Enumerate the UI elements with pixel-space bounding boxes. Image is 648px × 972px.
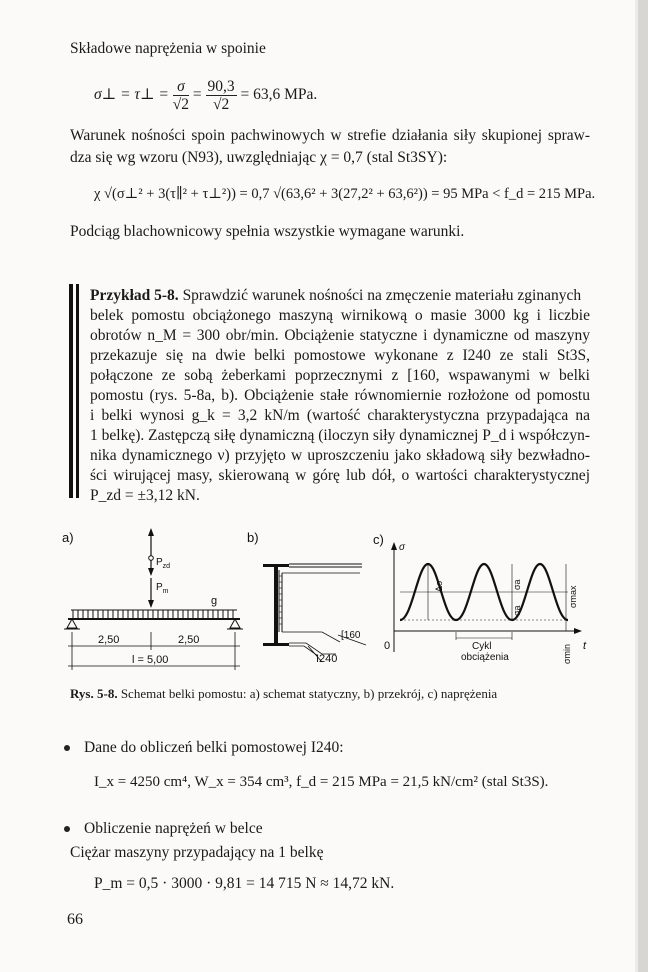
pm-arrow-head [148, 600, 154, 608]
sigma-min-label: σmin [562, 643, 572, 664]
bullet-2-text: Obliczenie naprężeń w belce [84, 820, 263, 837]
pm-sub: m [162, 588, 169, 595]
i240-label: I240 [316, 653, 338, 665]
example-line-8: 1 belkę). Zastępczą siłę dynamiczną (iloczyn siły dynamicznej P_d i współczyn- [90, 427, 590, 444]
t-axis-arrow [574, 628, 582, 634]
equation-weld-check: χ √(σ⊥² + 3(τ∥² + τ⊥²)) = 0,7 √(63,6² + 3(27,2² + 63,6²)) = 95 MPa < f_d = 215 MPa. [94, 186, 596, 202]
bullet-1-values: I_x = 4250 cm⁴, W_x = 354 cm³, f_d = 215 MPa = 21,5 kN/cm² (stal St3S). [94, 774, 549, 790]
t-axis-label: t [583, 640, 587, 652]
conclusion-text: Podciąg blachownicowy spełnia wszystkie wymagane warunki. [70, 223, 465, 240]
bullet-dot-1 [64, 745, 70, 751]
eq1-den1: √2 [172, 96, 190, 113]
eq1-result: = 63,6 MPa. [240, 86, 318, 104]
label-b: b) [247, 530, 259, 545]
bullet-1-text: Dane do obliczeń belki pomostowej I240: [84, 739, 344, 756]
pm-label [156, 582, 169, 595]
pzd-arrow-down [148, 568, 154, 576]
page-edge-shadow [635, 0, 638, 972]
eq1-lhs: σ⊥ = τ⊥ = [94, 86, 169, 104]
cross-section [263, 564, 366, 662]
dim-label-2: 2,50 [178, 634, 200, 646]
example-marker-bar-2 [76, 284, 79, 498]
page-number: 66 [67, 911, 83, 928]
intro-text: Składowe naprężenia w spoinie [70, 40, 266, 57]
pzd-arrow-up [148, 528, 154, 536]
distributed-load [73, 610, 233, 618]
bullet-2-equation: P_m = 0,5 · 3000 · 9,81 = 14 715 N ≈ 14,72 kN. [94, 875, 395, 892]
pzd-sub: zd [162, 563, 171, 570]
label-a: a) [62, 530, 74, 545]
c160-label: [160 [341, 630, 361, 641]
example-line-1 [90, 286, 590, 306]
sigma-a2-label: σa [512, 605, 522, 616]
cycle-label: Cykl [472, 641, 492, 652]
pzd-node [149, 556, 154, 561]
pm-letter: P [156, 582, 163, 593]
figure-caption [70, 686, 497, 702]
dim-label-1: 2,50 [98, 634, 120, 646]
example-line-1-text: Sprawdzić warunek nośności na zmęczenie materiału zginanych [182, 287, 582, 304]
example-line-9: nika dynamicznego ν) przyjęto w uproszczeniu jako składową siły bezwładno- [90, 447, 590, 464]
eq1-fraction-1 [173, 78, 189, 113]
sigma-a-label: σa [512, 579, 522, 590]
pzd-letter: P [156, 557, 163, 568]
label-c: c) [373, 532, 384, 547]
example-line-4: przekazuje się na dwie belki pomostowe wykonane z I240 ze stali St3S, [90, 347, 590, 364]
sigma-axis-arrow [391, 542, 397, 550]
example-marker-bar [69, 284, 73, 498]
example-line-7: i belki wynosi g_k = 3,2 kN/m (wartość charakterystyczna przypadająca na [90, 407, 590, 424]
dim-label-total: l = 5,00 [132, 654, 169, 666]
delta-sigma-label: Δσ [434, 580, 444, 592]
g-label: g [211, 595, 218, 607]
example-line-2: belek pomostu obciążonego maszyną wirnikową o masie 3000 kg i liczbie [90, 307, 590, 324]
cycle-label-2: obciążenia [461, 652, 509, 663]
example-line-3: obrotów n_M = 300 obr/min. Obciążenie statyczne i dynamiczne od maszyny [90, 327, 590, 344]
page-edge [638, 0, 648, 972]
support-right [230, 619, 240, 628]
example-title: Przykład 5-8. [90, 287, 179, 304]
example-line-10: ści wirującej masy, skierowaną w górę lub dół, o wartości charakterystycznej [90, 467, 590, 484]
sigma-max-label: σmax [568, 585, 578, 608]
caption-label: Rys. 5-8. [70, 686, 118, 701]
eq1-den2: √2 [212, 96, 230, 113]
example-line-11: P_zd = ±3,12 kN. [90, 487, 200, 504]
eq1-fraction-2 [206, 78, 237, 113]
eq1-num1: σ [173, 78, 189, 96]
caption-text: Schemat belki pomostu: a) schemat statyczny, b) przekrój, c) naprężenia [120, 686, 498, 701]
equation-sigma-perp: σ⊥ = τ⊥ = $\frac{\sigma}{√2}$ = $\frac{90,3}{√2}$ = 63,6 MPa. [94, 78, 318, 113]
example-line-6: pomostu (rys. 5-8a, b). Obciążenie stałe równomiernie rozłożone od pomostu [90, 387, 590, 404]
para2-line2: dza się wg wzoru (N93), uwzględniając χ = 0,7 (stal St3SY): [70, 149, 448, 166]
support-left [67, 619, 77, 628]
eq1-num2: 90,3 [207, 78, 235, 95]
bullet-2-body: Ciężar maszyny przypadający na 1 belkę [70, 844, 324, 861]
pzd-label [156, 557, 170, 570]
bullet-dot-2 [64, 826, 70, 832]
figure-5-8 [60, 528, 620, 678]
origin-label: 0 [384, 640, 391, 652]
para2-line1: Warunek nośności spoin pachwinowych w strefie działania siły skupionej spraw- [70, 127, 590, 144]
sigma-axis-label: σ [399, 542, 406, 553]
example-line-5: połączone ze sobą żeberkami poprzecznymi z [160, wspawanymi w belki [90, 367, 590, 384]
